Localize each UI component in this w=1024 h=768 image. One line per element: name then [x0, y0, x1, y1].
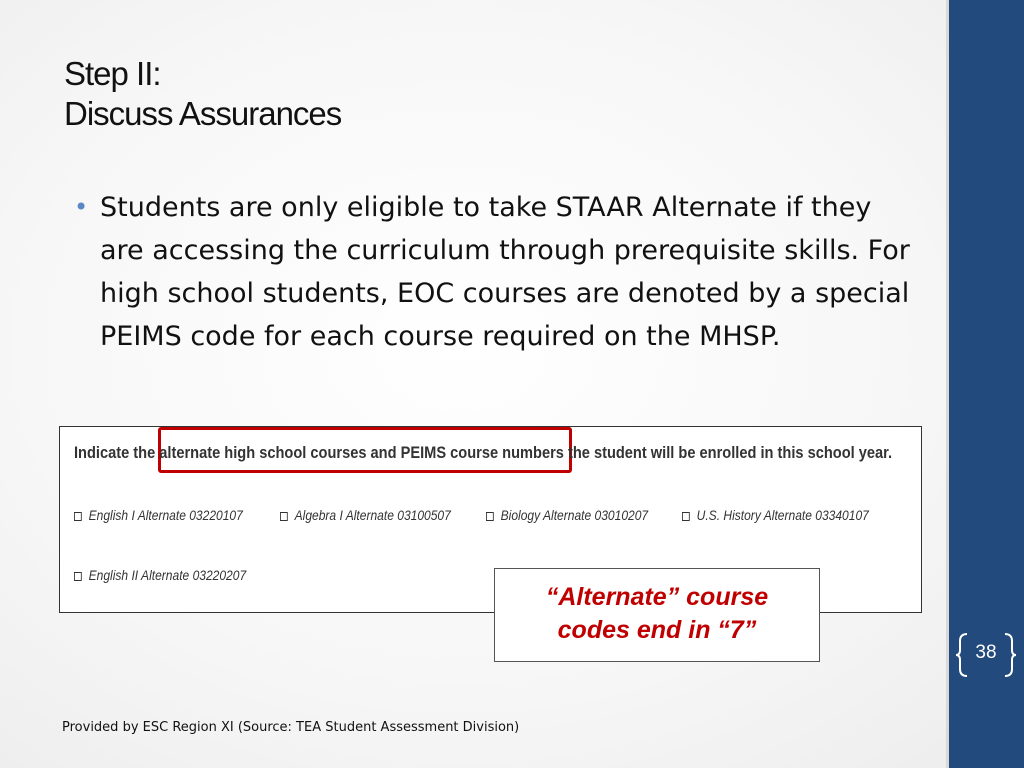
checkbox-icon [486, 512, 494, 521]
course-label: Algebra I Alternate 03100507 [294, 507, 451, 523]
course-item [486, 507, 648, 523]
course-label: English I Alternate 03220107 [88, 507, 243, 523]
callout-line-1: “Alternate” course [545, 583, 769, 611]
checkbox-icon [74, 512, 82, 521]
course-label: Biology Alternate 03010207 [500, 507, 649, 523]
checkbox-icon [682, 512, 690, 521]
course-item [74, 507, 243, 523]
page-number-badge [955, 630, 1017, 680]
slide-title [64, 54, 624, 134]
checkbox-icon [280, 512, 288, 521]
title-line-2: Discuss Assurances [64, 95, 342, 132]
course-item [280, 507, 451, 523]
form-heading: Indicate the alternate high school courses and PEIMS course numbers the student will be enrolled in this school year. [74, 443, 893, 462]
page-number: 38 [975, 642, 997, 663]
bullet-item [74, 186, 914, 358]
footer-text: Provided by ESC Region XI (Source: TEA Student Assessment Division) [62, 720, 520, 735]
course-label: U.S. History Alternate 03340107 [696, 507, 869, 523]
course-item [74, 567, 246, 583]
checkbox-icon [74, 572, 82, 581]
bullet-dot-icon: • [74, 193, 89, 221]
course-label: English II Alternate 03220207 [88, 567, 247, 583]
title-line-1: Step II: [64, 55, 161, 92]
course-item [682, 507, 869, 523]
callout-box [494, 568, 820, 662]
bullet-text: Students are only eligible to take STAAR Alternate if they are accessing the curriculum through prerequisite skills. For high school students, EOC courses are denoted by a special PEIMS code for each course required on the MHSP. [100, 192, 910, 352]
callout-line-2: codes end in “7” [557, 616, 757, 644]
